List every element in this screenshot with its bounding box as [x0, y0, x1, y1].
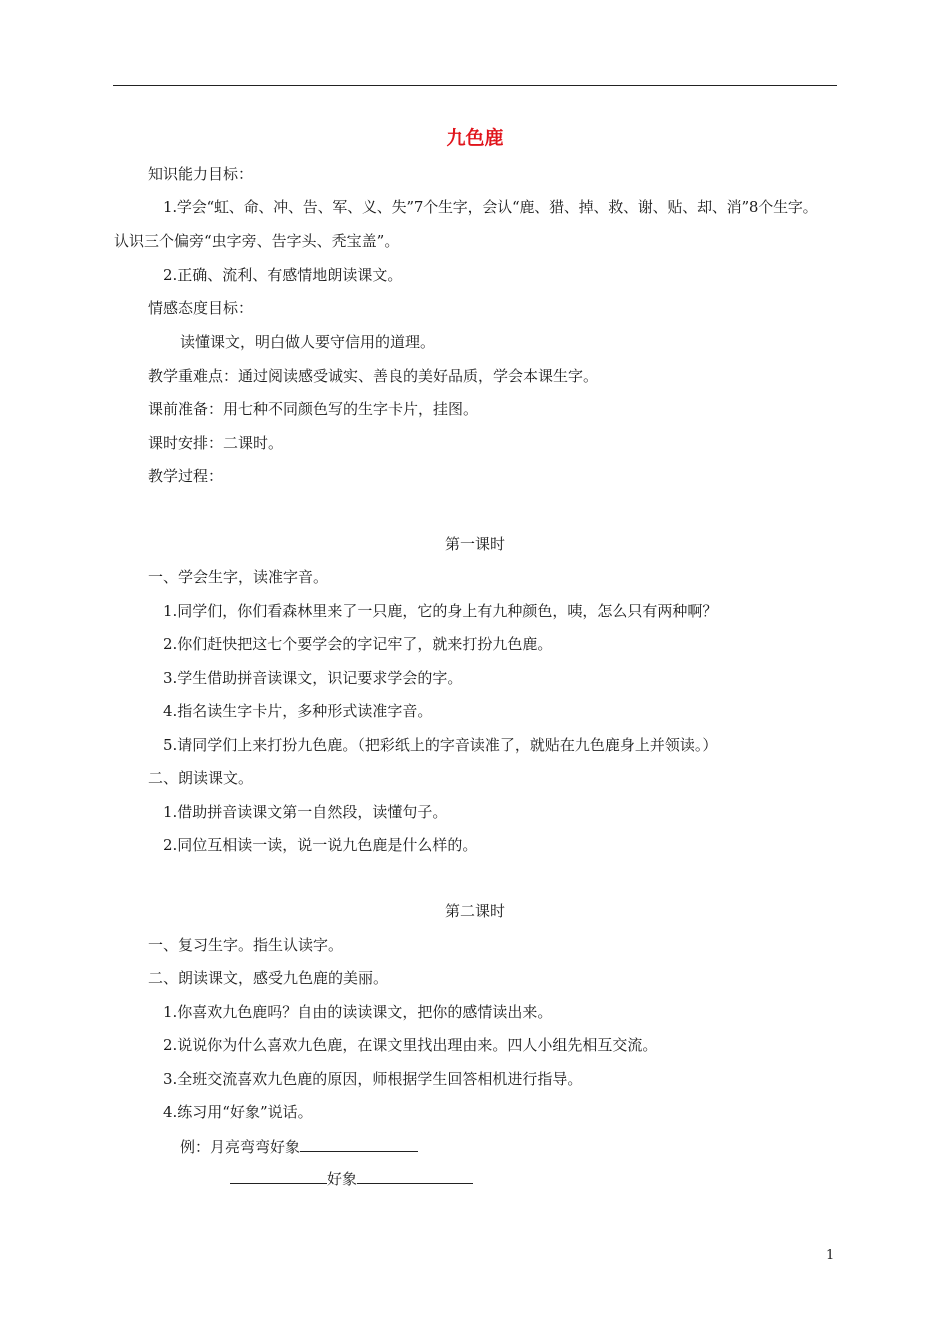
lesson-1-section-1: 一、学会生字，读准字音。 — [148, 568, 329, 586]
header-rule — [113, 85, 837, 86]
example-prefix: 例：月亮弯弯好象 — [180, 1138, 301, 1156]
lesson-1-item: 5.请同学们上来打扮九色鹿。（把彩纸上的字音读准了，就贴在九色鹿身上并领读。） — [163, 736, 718, 754]
fill-blank[interactable] — [300, 1135, 418, 1152]
objective-item-1-line-1: 1.学会“虹、命、冲、告、军、义、失”7个生字，会认“鹿、猎、掉、救、谢、贴、却、消”8个生字。 — [163, 198, 818, 216]
example-line — [180, 1135, 418, 1158]
lesson-1-heading: 第一课时 — [444, 535, 505, 553]
lesson-2-item: 1.你喜欢九色鹿吗？自由的读读课文，把你的感情读出来。 — [163, 1003, 553, 1021]
document-title: 九色鹿 — [446, 127, 504, 149]
fill-blank[interactable] — [230, 1167, 327, 1184]
lesson-1-item: 2.你们赶快把这七个要学会的字记牢了，就来打扮九色鹿。 — [163, 635, 553, 653]
lesson-1-item: 1.同学们，你们看森林里来了一只鹿，它的身上有九种颜色，咦，怎么只有两种啊？ — [163, 602, 718, 620]
lesson-1-item: 3.学生借助拼音读课文，识记要求学会的字。 — [163, 669, 463, 687]
lesson-2-section-1: 一、复习生字。指生认读字。 — [148, 936, 344, 954]
lesson-2-item: 2.说说你为什么喜欢九色鹿，在课文里找出理由来。四人小组先相互交流。 — [163, 1036, 658, 1054]
example-line-2 — [230, 1167, 473, 1190]
knowledge-heading: 知识能力目标： — [148, 165, 254, 183]
objective-item-1-line-2: 认识三个偏旁“虫字旁、告字头、秃宝盖”。 — [114, 232, 400, 250]
lesson-2-item: 4.练习用“好象”说话。 — [163, 1103, 313, 1121]
emotion-text: 读懂课文，明白做人要守信用的道理。 — [180, 333, 436, 351]
schedule: 课时安排：二课时。 — [148, 434, 284, 452]
example-middle: 好象 — [327, 1170, 358, 1188]
objective-item-2: 2.正确、流利、有感情地朗读课文。 — [163, 266, 403, 284]
fill-blank[interactable] — [357, 1167, 473, 1184]
page-number: 1 — [826, 1248, 835, 1263]
process-heading: 教学过程： — [148, 467, 224, 485]
lesson-1-item: 1.借助拼音读课文第一自然段，读懂句子。 — [163, 803, 448, 821]
lesson-2-section-2: 二、朗读课文，感受九色鹿的美丽。 — [148, 969, 389, 987]
key-points: 教学重难点：通过阅读感受诚实、善良的美好品质，学会本课生字。 — [148, 367, 599, 385]
emotion-heading: 情感态度目标： — [148, 299, 254, 317]
lesson-1-section-2: 二、朗读课文。 — [148, 769, 254, 787]
lesson-2-heading: 第二课时 — [444, 902, 505, 920]
preparation: 课前准备：用七种不同颜色写的生字卡片，挂图。 — [148, 400, 479, 418]
lesson-2-item: 3.全班交流喜欢九色鹿的原因，师根据学生回答相机进行指导。 — [163, 1070, 583, 1088]
lesson-1-item: 2.同位互相读一读，说一说九色鹿是什么样的。 — [163, 836, 478, 854]
lesson-1-item: 4.指名读生字卡片，多种形式读准字音。 — [163, 702, 433, 720]
